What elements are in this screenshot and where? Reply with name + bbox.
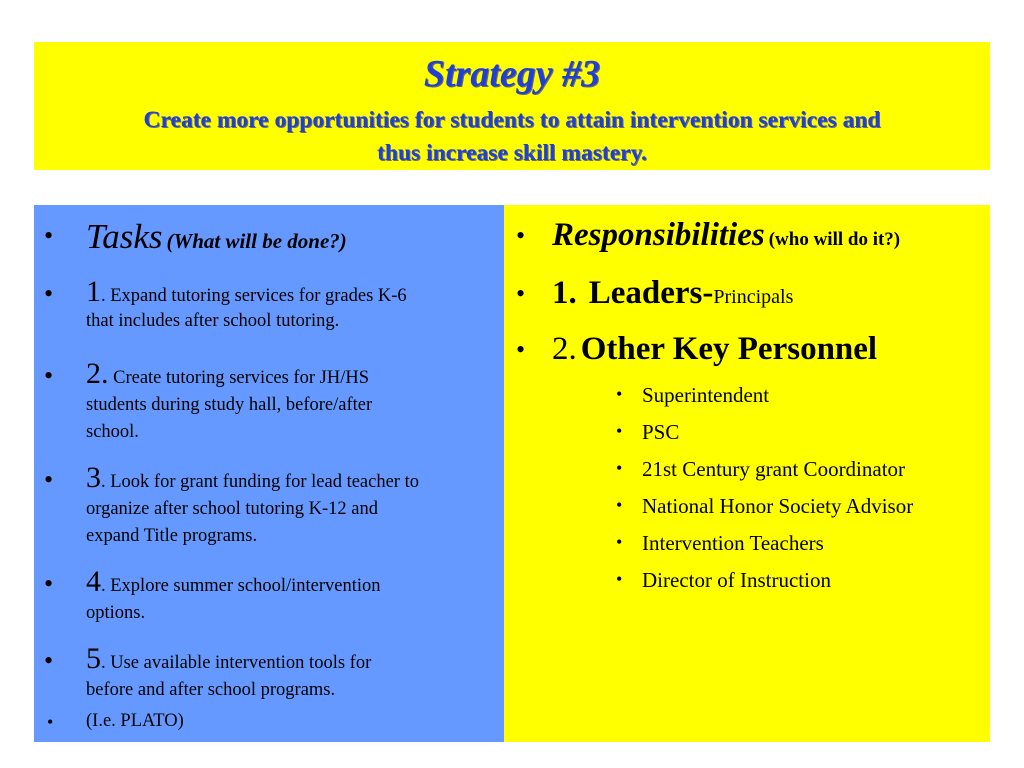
task-note: (I.e. PLATO) [86,711,184,731]
bullet: • [516,221,526,250]
task-text: options. [86,603,146,623]
slide-subtitle [58,104,966,170]
responsibilities-heading-line [552,217,900,254]
bullet: • [616,495,623,515]
task-number: 1 [86,275,101,308]
title-banner [34,42,990,170]
bullet: • [516,279,526,308]
personnel-name: PSC [642,420,680,444]
task-text: . Explore summer school/intervention [101,576,381,596]
bullet: • [616,384,623,404]
responsibilities-heading: Responsibilities [552,217,765,253]
task-text: . Look for grant funding for lead teacher to [101,472,419,492]
responsibilities-heading-note: (who will do it?) [768,229,901,250]
task-text: that includes after school tutoring. [86,311,340,331]
leaders-line [552,275,793,312]
tasks-panel [34,205,504,742]
task-text: . Expand tutoring services for grades K-6 [101,286,407,306]
task-text: students during study hall, before/after [86,395,373,415]
bullet: • [616,421,623,441]
personnel-name: Director of Instruction [642,568,831,592]
subtitle-line-1: Create more opportunities for students to attain intervention services and [143,107,881,133]
personnel-name: National Honor Society Advisor [642,494,914,518]
bullet: • [616,569,623,589]
bullet: • [44,221,54,250]
task-line [86,565,381,599]
task-number: 4 [86,565,101,598]
bullet: • [616,458,623,478]
task-number: 3 [86,461,101,494]
bullet: • [44,279,54,308]
slide-title: Strategy #3 [423,53,601,95]
task-line [86,275,407,309]
task-text: organize after school tutoring K-12 and [86,499,378,519]
personnel-name: Intervention Teachers [642,531,824,555]
bullet: • [44,646,54,675]
tasks-heading-note: (What will be done?) [166,229,347,253]
task-text: school. [86,422,139,442]
bullet: • [44,465,54,494]
responsibilities-panel [504,205,990,742]
task-line [86,642,371,676]
leaders-label: Leaders- [588,275,714,311]
other-personnel-line [552,331,877,368]
task-number: 2. [86,357,109,390]
leaders-role: Principals [713,286,794,308]
task-text: . Use available intervention tools for [101,653,372,673]
bullet: • [47,712,54,732]
leaders-number: 1. [552,275,577,311]
task-line [86,357,369,391]
other-label: Other Key Personnel [580,331,878,367]
task-number: 5 [86,642,101,675]
tasks-heading: Tasks [86,217,163,256]
task-text: before and after school programs. [86,680,336,700]
task-text: expand Title programs. [86,526,258,546]
task-text: Create tutoring services for JH/HS [108,368,369,388]
personnel-name: Superintendent [642,383,770,407]
other-number: 2. [552,331,577,367]
bullet: • [516,335,526,364]
task-line [86,461,419,495]
tasks-heading-line [86,217,347,257]
bullet: • [44,569,54,598]
bullet: • [616,532,623,552]
bullet: • [44,361,54,390]
personnel-name: 21st Century grant Coordinator [642,457,906,481]
subtitle-line-2: thus increase skill mastery. [377,140,647,166]
